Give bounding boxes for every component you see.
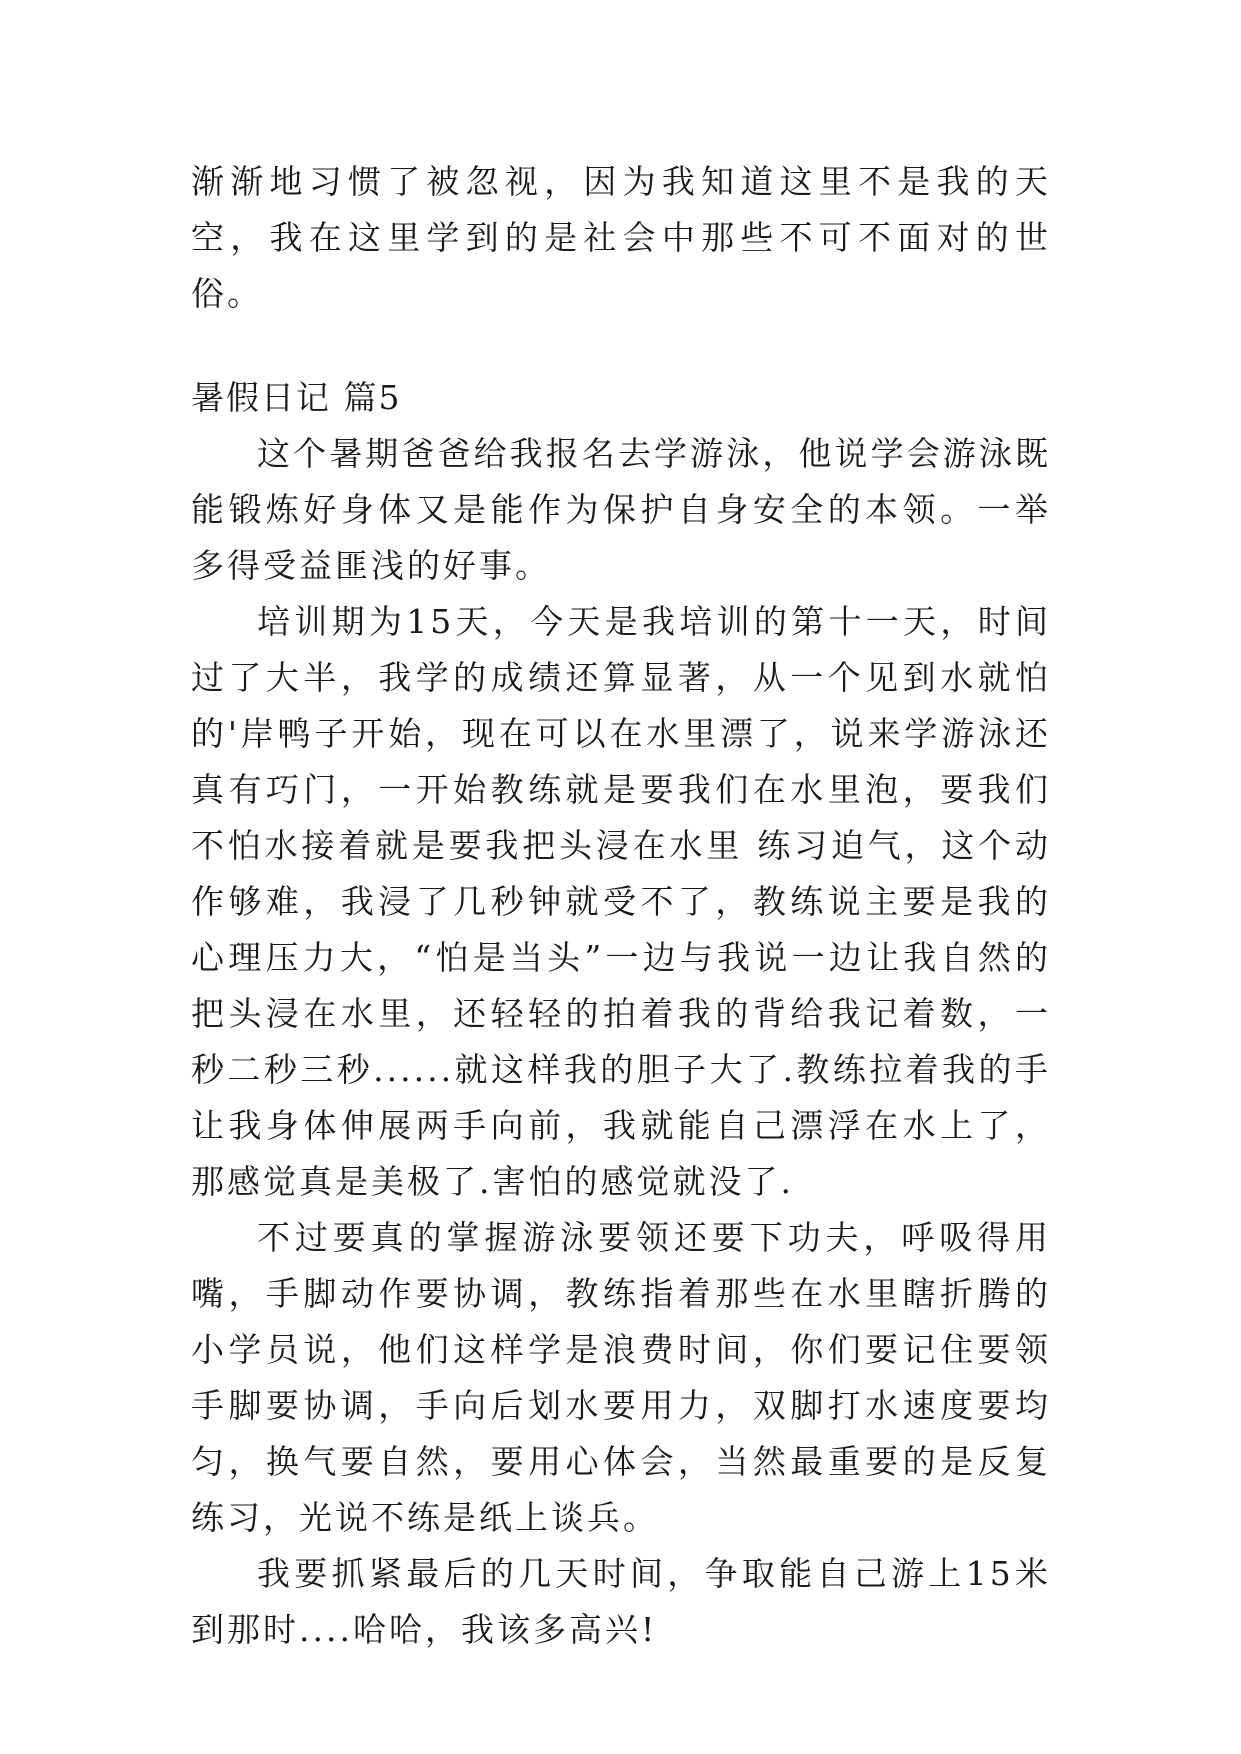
paragraph-2: 培训期为15天，今天是我培训的第十一天，时间过了大半，我学的成绩还算显著，从一个见到水就怕的'岸鸭子开始，现在可以在水里漂了，说来学游泳还真有巧门，一开始教练就是要我们在水里泡，要我们不怕水接着就是要我把头浸在水里 练习迫气，这个动作够难，我浸了几秒钟就受不了，教练说主要是我的心理压力大，“怕是当头”一边与我说一边让我自然的把头浸在水里，还轻轻的拍着我的背给我记着数，一秒二秒三秒......就这样我的胆子大了.教练拉着我的手让我身体伸展两手向前，我就能自己漂浮在水上了，那感觉真是美极了.害怕的感觉就没了. (191, 602, 1051, 1201)
document-body (191, 154, 1051, 1658)
intro-paragraph: 渐渐地习惯了被忽视，因为我知道这里不是我的天空，我在这里学到的是社会中那些不可不面对的世俗。 (191, 162, 1051, 313)
paragraph-3: 不过要真的掌握游泳要领还要下功夫，呼吸得用嘴，手脚动作要协调，教练指着那些在水里瞎折腾的小学员说，他们这样学是浪费时间，你们要记住要领手脚要协调，手向后划水要用力，双脚打水速度要均匀，换气要自然，要用心体会，当然最重要的是反复练习，光说不练是纸上谈兵。 (191, 1218, 1051, 1537)
paragraph-1: 这个暑期爸爸给我报名去学游泳，他说学会游泳既能锻炼好身体又是能作为保护自身安全的本领。一举多得受益匪浅的好事。 (191, 434, 1051, 585)
paragraph-4: 我要抓紧最后的几天时间，争取能自己游上15米到那时....哈哈，我该多高兴! (191, 1554, 1051, 1649)
section-title: 暑假日记 篇5 (191, 378, 402, 417)
